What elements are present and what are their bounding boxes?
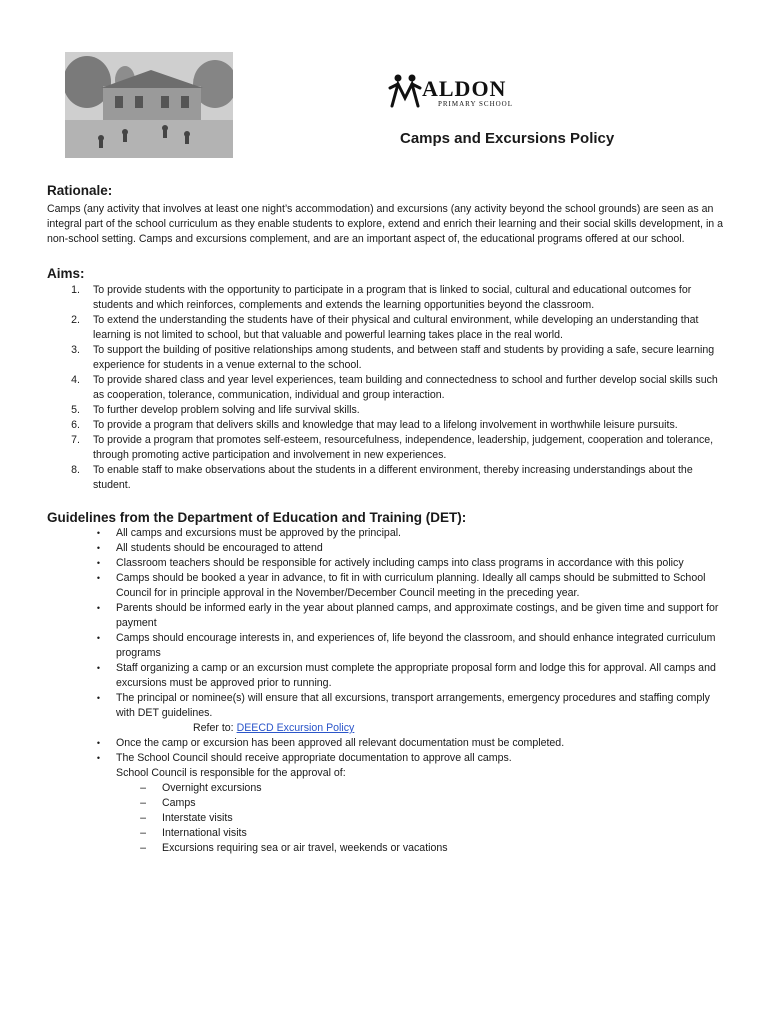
council-approval-list — [47, 781, 727, 856]
aims-item: 6. To provide a program that delivers skills and knowledge that may lead to a lifelong involvement in worthwhile leisure pursuits. — [71, 419, 678, 431]
excursion-policy-link[interactable]: DEECD Excursion Policy — [236, 722, 355, 734]
council-item: – International visits — [140, 827, 247, 839]
guidelines-heading: Guidelines from the Department of Education and Training (DET): — [47, 510, 467, 525]
page-title: Camps and Excursions Policy — [400, 130, 615, 147]
svg-text:PRIMARY SCHOOL: PRIMARY SCHOOL — [438, 100, 514, 108]
aims-item: 3. To support the building of positive relationships among students, and between staff and students by providing a safe, secure learning experience for students in a venue external to the school. — [71, 344, 715, 371]
guidelines-item: • Once the camp or excursion has been approved all relevant documentation must be completed. — [96, 737, 565, 749]
council-lead: School Council is responsible for the approval of: — [116, 767, 346, 779]
refer-line — [47, 721, 727, 736]
aims-item: 7. To provide a program that promotes self-esteem, resourcefulness, independence, leadership, judgement, cooperation and tolerance, through promoting active participation and involvement in new experiences. — [71, 434, 714, 461]
aims-item: 4. To provide shared class and year level experiences, team building and connectedness to school and further develop social skills such as cooperation, tolerance, communication, individual and group interaction. — [71, 374, 718, 401]
guidelines-item: • All camps and excursions must be approved by the principal. — [96, 527, 402, 539]
guidelines-item: • The principal or nominee(s) will ensure that all excursions, transport arrangements, emergency procedures and staffing comply with DET guidelines. — [96, 692, 710, 719]
document-body — [47, 183, 727, 856]
aims-item: 2. To extend the understanding the students have of their physical and cultural environment, while developing an understanding that learning is not limited to school, but that valuable and powerful learning takes place in the real world. — [71, 314, 699, 341]
refer-label: Refer to: — [193, 722, 234, 734]
aims-item: 1. To provide students with the opportunity to participate in a program that is linked to social, cultural and educational outcomes for students and which reinforces, complements and extends the learning opportunities beyond the classroom. — [71, 284, 692, 311]
rationale-heading: Rationale: — [47, 183, 113, 198]
guidelines-list-continued — [47, 736, 727, 766]
svg-text:ALDON: ALDON — [422, 76, 507, 101]
council-item: – Excursions requiring sea or air travel, weekends or vacations — [140, 842, 448, 854]
aims-heading: Aims: — [47, 266, 85, 281]
aims-item: 5. To further develop problem solving and life survival skills. — [71, 404, 360, 416]
council-item: – Camps — [140, 797, 196, 809]
guidelines-list — [47, 526, 727, 721]
school-logo — [388, 72, 544, 112]
guidelines-item: • Staff organizing a camp or an excursion must complete the appropriate proposal form and lodge this for approval. All camps and excursions must be approved prior to running. — [96, 662, 716, 689]
aims-list — [47, 283, 727, 493]
guidelines-item: • Parents should be informed early in the year about planned camps, and approximate costings, and be given time and support for payment — [96, 602, 719, 629]
council-item: – Interstate visits — [140, 812, 233, 824]
guidelines-item: • Camps should encourage interests in, and experiences of, life beyond the classroom, and should enhance integrated curriculum programs — [96, 632, 716, 659]
guidelines-item: • Classroom teachers should be responsible for actively including camps into class programs in accordance with this policy — [96, 557, 684, 569]
council-item: – Overnight excursions — [140, 782, 262, 794]
aims-item: 8. To enable staff to make observations about the students in a different environment, thereby increasing understandings about the student. — [71, 464, 693, 491]
school-photo — [65, 52, 233, 158]
guidelines-item: • Camps should be booked a year in advance, to fit in with curriculum planning. Ideally all camps should be submitted to School Council for in principle approval in the November/December Council meeting in the preceding year. — [96, 572, 706, 599]
guidelines-item: • All students should be encouraged to attend — [96, 542, 323, 554]
rationale-text: Camps (any activity that involves at least one night’s accommodation) and excursions (any activity beyond the school grounds) are seen as an integral part of the school curriculum as they enable students to explore, extend and enrich their learning and their social skills development, in a non-school setting. Camps and excursions complement, and are an important aspect of, the educational programs offered at our school. — [47, 203, 724, 245]
guidelines-item: • The School Council should receive appropriate documentation to approve all camps. — [96, 752, 512, 764]
